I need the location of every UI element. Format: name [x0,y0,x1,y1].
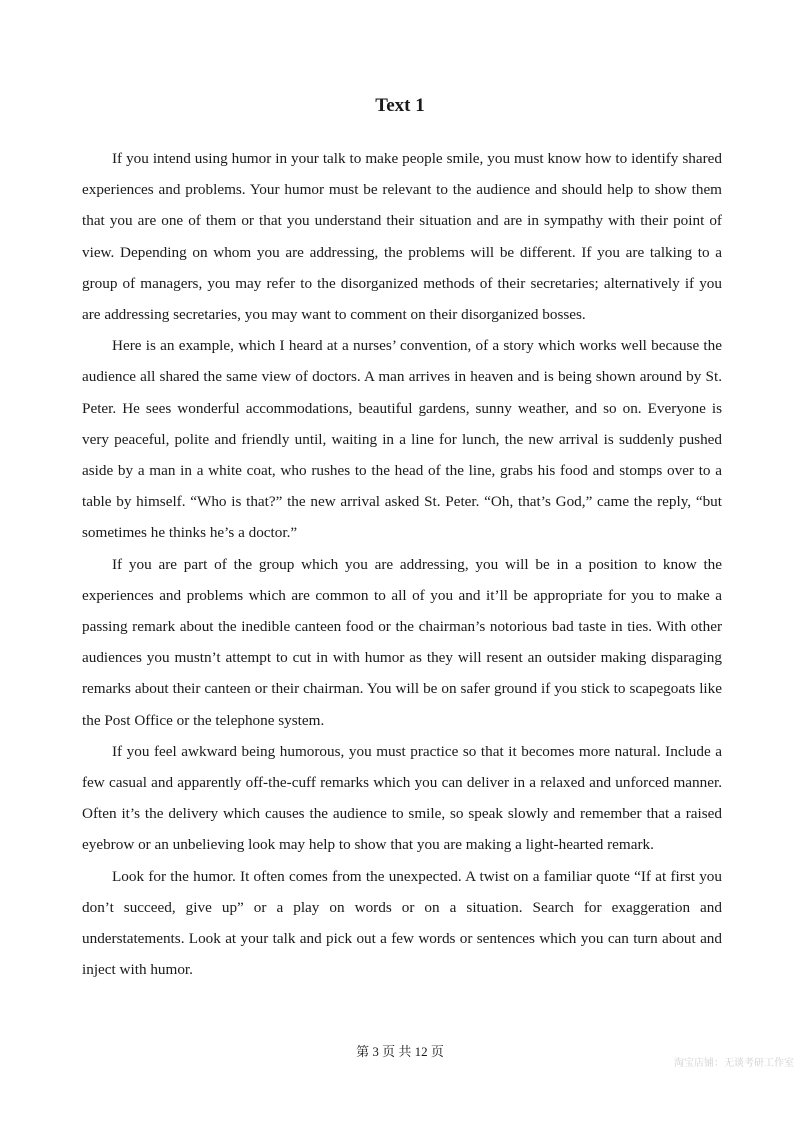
document-body [82,143,722,985]
paragraph-1: If you intend using humor in your talk to make people smile, you must know how to identify shared experiences and problems. Your humor must be relevant to the audience and should help to show them that you are one of them or that you understand their situation and are in sympathy with their point of view. Depending on whom you are addressing, the problems will be different. If you are talking to a group of managers, you may refer to the disorganized methods of their secretaries; alternatively if you are addressing secretaries, you may want to comment on their disorganized bosses. [82,150,722,324]
page-number: 第 3 页 共 12 页 [356,1044,444,1059]
paragraph-3: If you are part of the group which you are addressing, you will be in a position to know the experiences and problems which are common to all of you and it’ll be appropriate for you to make a passing remark about the inedible canteen food or the chairman’s notorious bad taste in ties. With other audiences you mustn’t attempt to cut in with humor as they will resent an outsider making disparaging remarks about their canteen or their chairman. You will be on safer ground if you stick to scapegoats like the Post Office or the telephone system. [82,555,722,729]
paragraph-4: If you feel awkward being humorous, you must practice so that it becomes more natural. Include a few casual and apparently off-the-cuff remarks which you can deliver in a relaxed and unforced manner. Often it’s the delivery which causes the audience to smile, so speak slowly and remember that a raised eyebrow or an unbelieving look may help to show that you are making a light-hearted remark. [82,742,722,854]
watermark-text: 淘宝店铺：无谈考研工作室 [674,1058,794,1069]
paragraph-2: Here is an example, which I heard at a nurses’ convention, of a story which works well because the audience all shared the same view of doctors. A man arrives in heaven and is being shown around by St. Peter. He sees wonderful accommodations, beautiful gardens, sunny weather, and so on. Everyone is very peaceful, polite and friendly until, waiting in a line for lunch, the new arrival is suddenly pushed aside by a man in a white coat, who rushes to the head of the line, grabs his food and stomps over to a table by himself. “Who is that?” the new arrival asked St. Peter. “Oh, that’s God,” came the reply, “but sometimes he thinks he’s a doctor.” [82,337,722,542]
paragraph-5: Look for the humor. It often comes from the unexpected. A twist on a familiar quote “If at first you don’t succeed, give up” or a play on words or on a situation. Search for exaggeration and understatements. Look at your talk and pick out a few words or sentences which you can turn about and inject with humor. [82,867,722,979]
document-title: Text 1 [375,95,425,116]
